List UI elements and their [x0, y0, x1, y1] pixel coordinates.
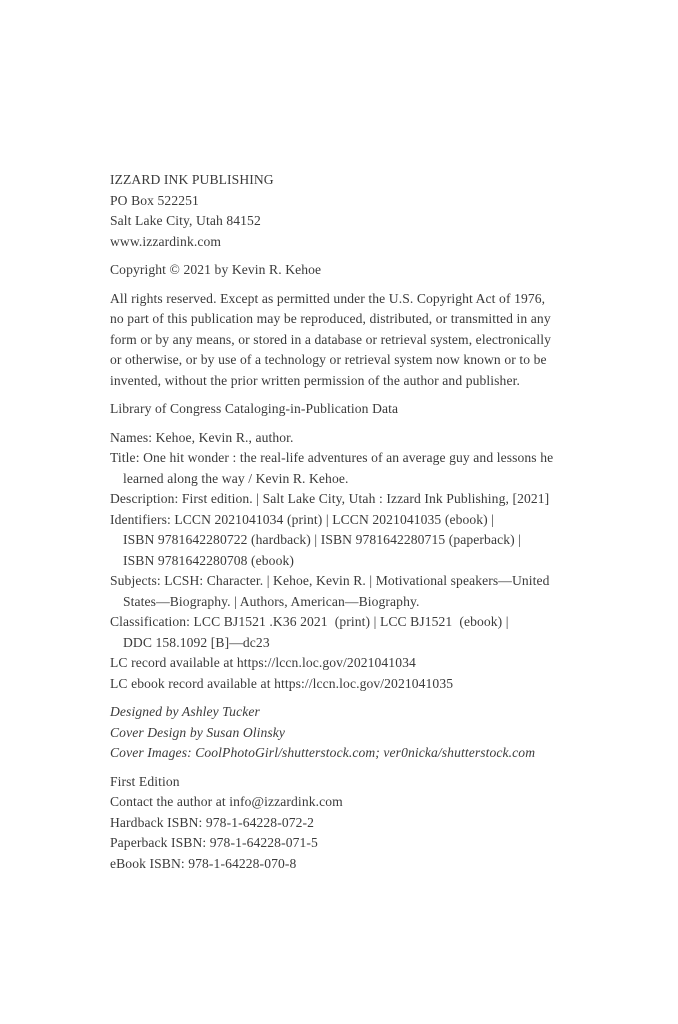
rights-line: invented, without the prior written permission of the author and publisher.	[110, 372, 520, 388]
cip-identifiers-continuation: ISBN 9781642280722 (hardback) | ISBN 9781642280715 (paperback) |	[123, 532, 522, 547]
rights-paragraph	[110, 289, 588, 392]
publisher-city-state-zip: Salt Lake City, Utah 84152	[110, 213, 261, 228]
cover-images-credit: Cover Images: CoolPhotoGirl/shutterstock.com; ver0nicka/shutterstock.com	[110, 745, 536, 760]
edition-label: First Edition	[110, 773, 180, 789]
cip-names-line: Names: Kehoe, Kevin R., author.	[110, 429, 294, 445]
cip-block	[110, 428, 588, 695]
author-contact-line: Contact the author at info@izzardink.com	[110, 794, 343, 809]
loc-heading-block	[110, 399, 588, 420]
publisher-website: www.izzardink.com	[110, 233, 222, 249]
paperback-isbn-line: Paperback ISBN: 978-1-64228-071-5	[110, 835, 318, 850]
cip-subjects-line: Subjects: LCSH: Character. | Kehoe, Kevin R. | Motivational speakers—United	[110, 573, 550, 588]
cip-description-line: Description: First edition. | Salt Lake City, Utah : Izzard Ink Publishing, [2021]	[110, 491, 550, 506]
ebook-isbn-line: eBook ISBN: 978-1-64228-070-8	[110, 855, 297, 871]
rights-line: form or by any means, or stored in a database or retrieval system, electronically	[110, 331, 552, 347]
rights-line: no part of this publication may be reproduced, distributed, or transmitted in any	[110, 311, 551, 326]
cip-title-continuation: learned along the way / Kevin R. Kehoe.	[123, 470, 349, 486]
lc-ebook-record-line: LC ebook record available at https://lccn.loc.gov/2021041035	[110, 675, 454, 691]
rights-line: or otherwise, or by use of a technology or retrieval system now known or to be	[110, 352, 547, 367]
cip-classification-line: Classification: LCC BJ1521 .K36 2021 (print) | LCC BJ1521 (ebook) |	[110, 614, 509, 629]
edition-block	[110, 772, 588, 875]
cover-design-credit: Cover Design by Susan Olinsky	[110, 724, 286, 740]
copyright-block	[110, 260, 588, 281]
cip-classification-continuation: DDC 158.1092 [B]—dc23	[123, 634, 270, 650]
interior-design-credit: Designed by Ashley Tucker	[110, 704, 260, 719]
hardback-isbn-line: Hardback ISBN: 978-1-64228-072-2	[110, 814, 315, 830]
publisher-block	[110, 170, 588, 252]
cip-identifiers-line: Identifiers: LCCN 2021041034 (print) | LCCN 2021041035 (ebook) |	[110, 511, 495, 527]
rights-line: All rights reserved. Except as permitted under the U.S. Copyright Act of 1976,	[110, 290, 546, 306]
lc-record-line: LC record available at https://lccn.loc.gov/2021041034	[110, 655, 416, 670]
publisher-name: IZZARD INK PUBLISHING	[110, 172, 274, 187]
copyright-notice: Copyright © 2021 by Kevin R. Kehoe	[110, 262, 322, 277]
cip-identifiers-continuation: ISBN 9781642280708 (ebook)	[123, 552, 295, 568]
loc-cip-heading: Library of Congress Cataloging-in-Publication Data	[110, 401, 399, 416]
cip-subjects-continuation: States—Biography. | Authors, American—Biography.	[123, 593, 420, 609]
credits-block	[110, 702, 588, 764]
publisher-po-box: PO Box 522251	[110, 192, 199, 208]
cip-title-line: Title: One hit wonder : the real-life adventures of an average guy and lessons he	[110, 450, 554, 465]
